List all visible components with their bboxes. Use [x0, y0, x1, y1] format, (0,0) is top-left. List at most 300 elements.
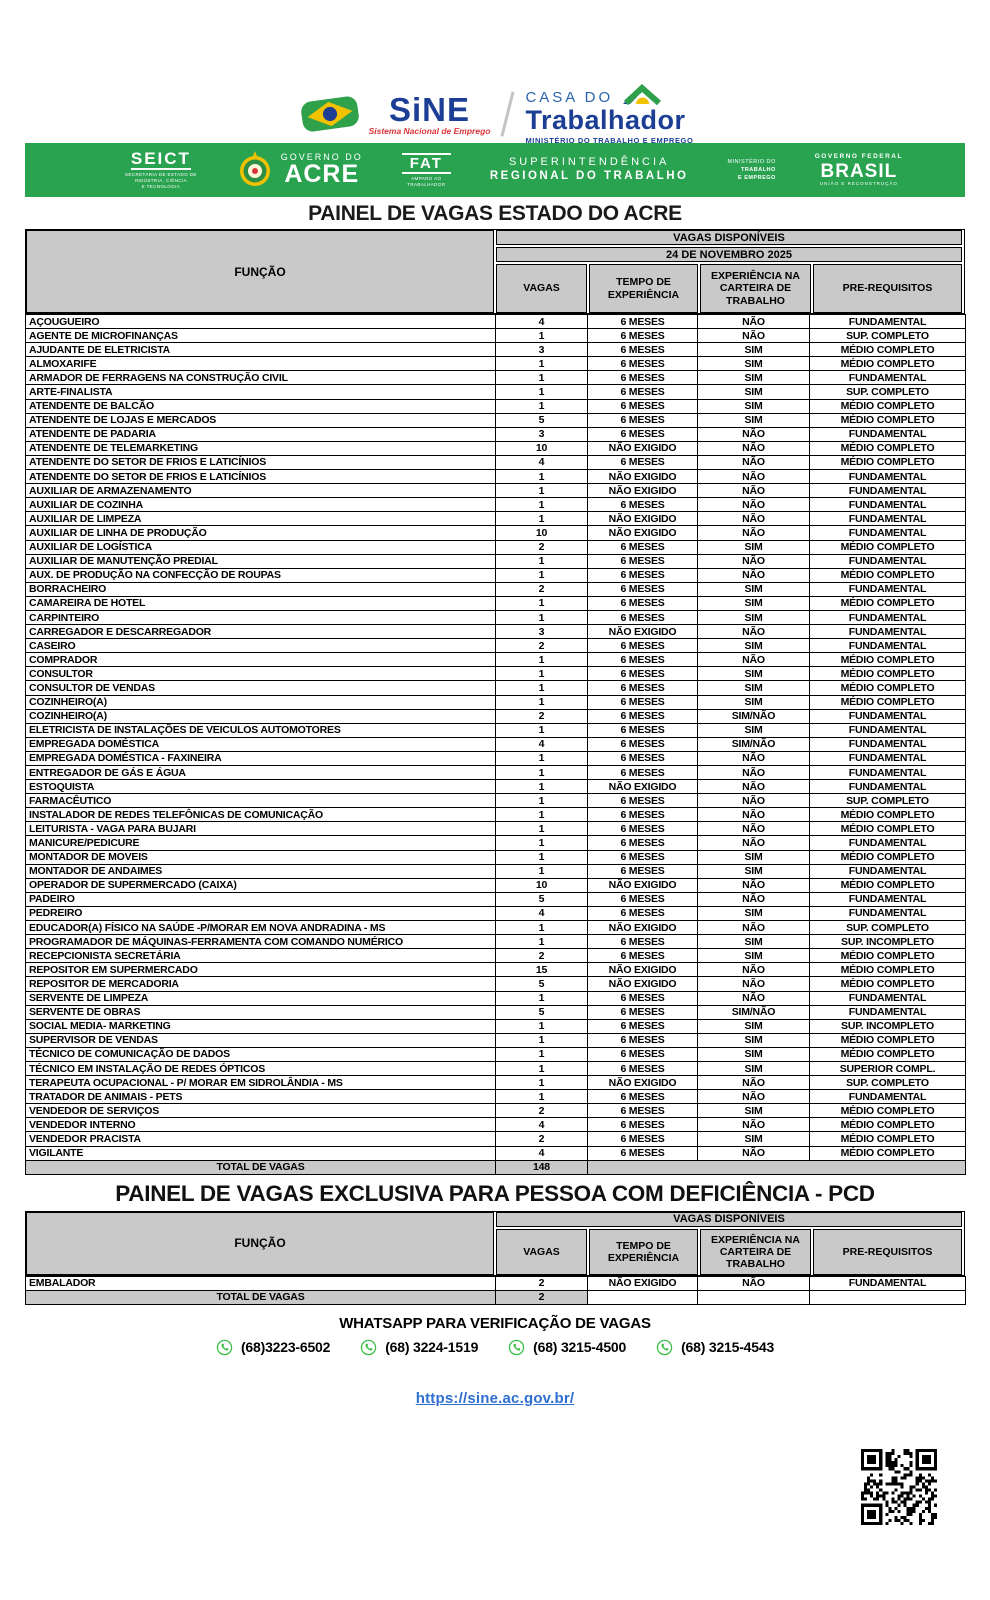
cell-vagas: 4: [496, 1118, 588, 1132]
cell-vagas: 10: [496, 526, 588, 540]
brasil-governo-federal-logo: [815, 154, 903, 186]
cell-vagas: 10: [496, 878, 588, 892]
cell-carteira: NÃO: [698, 512, 810, 526]
job-row: [26, 399, 966, 413]
cell-requisitos: MÉDIO COMPLETO: [810, 949, 966, 963]
cell-vagas: 1: [496, 568, 588, 582]
cell-funcao: AJUDANTE DE ELETRICISTA: [26, 343, 496, 357]
job-row: [26, 554, 966, 568]
cell-tempo: 6 MESES: [588, 498, 698, 512]
cell-requisitos: MÉDIO COMPLETO: [810, 878, 966, 892]
header-vagas-disponiveis: VAGAS DISPONÍVEIS: [496, 230, 962, 245]
job-row: [26, 822, 966, 836]
cell-funcao: EMPREGADA DOMÉSTICA: [26, 737, 496, 751]
cell-requisitos: FUNDAMENTAL: [810, 610, 966, 624]
cell-funcao: VENDEDOR PRACISTA: [26, 1132, 496, 1146]
cell-funcao: ESTOQUISTA: [26, 780, 496, 794]
pcd-total-empty: [698, 1290, 810, 1304]
cell-carteira: NÃO: [698, 329, 810, 343]
job-row: [26, 766, 966, 780]
header-carteira: EXPERIÊNCIA NA CARTEIRA DE TRABALHO: [700, 264, 811, 313]
cell-funcao: ATENDENTE DO SETOR DE FRIOS E LATICÍNIOS: [26, 470, 496, 484]
cell-carteira: NÃO: [698, 878, 810, 892]
cell-vagas: 1: [496, 1076, 588, 1090]
total-value: 148: [496, 1160, 588, 1174]
job-row: [26, 963, 966, 977]
cell-vagas: 5: [496, 892, 588, 906]
cell-carteira: NÃO: [698, 766, 810, 780]
total-filler: [588, 1160, 966, 1174]
job-row: [26, 667, 966, 681]
cell-carteira: SIM/NÃO: [698, 709, 810, 723]
cell-tempo: 6 MESES: [588, 808, 698, 822]
cell-requisitos: FUNDAMENTAL: [810, 737, 966, 751]
cell-vagas: 1: [496, 780, 588, 794]
job-row: [26, 357, 966, 371]
cell-funcao: VENDEDOR INTERNO: [26, 1118, 496, 1132]
cell-tempo: 6 MESES: [588, 695, 698, 709]
cell-carteira: SIM: [698, 413, 810, 427]
job-row: [26, 315, 966, 329]
phone-number: (68) 3215-4500: [533, 1339, 627, 1356]
cell-carteira: SIM: [698, 667, 810, 681]
cell-carteira: NÃO: [698, 780, 810, 794]
cell-funcao: AUXILIAR DE ARMAZENAMENTO: [26, 484, 496, 498]
job-row: [26, 780, 966, 794]
cell-funcao: CARREGADOR E DESCARREGADOR: [26, 625, 496, 639]
governo-line2: ACRE: [284, 160, 360, 188]
pcd-total-value: 2: [496, 1290, 588, 1304]
cell-tempo: 6 MESES: [588, 667, 698, 681]
cell-funcao: TRATADOR DE ANIMAIS - PETS: [26, 1090, 496, 1104]
cell-carteira: SIM: [698, 935, 810, 949]
cell-carteira: NÃO: [698, 977, 810, 991]
cell-requisitos: SUPERIOR COMPL.: [810, 1061, 966, 1075]
job-row: [26, 906, 966, 920]
cell-carteira: SIM: [698, 582, 810, 596]
pcd-total-empty: [810, 1290, 966, 1304]
cell-tempo: NÃO EXIGIDO: [588, 921, 698, 935]
cell-vagas: 1: [496, 850, 588, 864]
cell-funcao: TERAPEUTA OCUPACIONAL - P/ MORAR EM SIDROLÂNDIA - MS: [26, 1076, 496, 1090]
job-row: [26, 977, 966, 991]
cell-carteira: SIM/NÃO: [698, 737, 810, 751]
cell-tempo: NÃO EXIGIDO: [588, 878, 698, 892]
cell-funcao: AUXILIAR DE LINHA DE PRODUÇÃO: [26, 526, 496, 540]
job-row: [26, 371, 966, 385]
cell-requisitos: FUNDAMENTAL: [810, 723, 966, 737]
cell-requisitos: SUP. COMPLETO: [810, 1076, 966, 1090]
whatsapp-icon: [360, 1339, 377, 1356]
cell-tempo: 6 MESES: [588, 794, 698, 808]
cell-vagas: 4: [496, 1146, 588, 1160]
phone-item: [360, 1339, 478, 1356]
cell-vagas: 1: [496, 766, 588, 780]
cell-requisitos: MÉDIO COMPLETO: [810, 399, 966, 413]
cell-requisitos: MÉDIO COMPLETO: [810, 413, 966, 427]
governo-acre-logo: [236, 150, 363, 190]
job-row: [26, 427, 966, 441]
cell-carteira: SIM: [698, 639, 810, 653]
cell-requisitos: FUNDAMENTAL: [810, 836, 966, 850]
job-row: [26, 1118, 966, 1132]
cell-requisitos: FUNDAMENTAL: [810, 498, 966, 512]
cell-vagas: 5: [496, 413, 588, 427]
job-row: [26, 864, 966, 878]
pcd-vacancy-table: [25, 1276, 966, 1305]
cell-carteira: NÃO: [698, 470, 810, 484]
cell-funcao: REPOSITOR EM SUPERMERCADO: [26, 963, 496, 977]
cell-carteira: SIM: [698, 385, 810, 399]
cell-tempo: 6 MESES: [588, 681, 698, 695]
job-row: [26, 709, 966, 723]
cell-requisitos: FUNDAMENTAL: [810, 315, 966, 329]
cell-funcao: COMPRADOR: [26, 653, 496, 667]
cell-tempo: 6 MESES: [588, 906, 698, 920]
job-row: [26, 639, 966, 653]
cell-requisitos: FUNDAMENTAL: [810, 554, 966, 568]
sine-logo: [297, 90, 491, 138]
cell-requisitos: FUNDAMENTAL: [810, 371, 966, 385]
cell-vagas: 1: [496, 864, 588, 878]
cell-requisitos: MÉDIO COMPLETO: [810, 343, 966, 357]
cell-requisitos: FUNDAMENTAL: [810, 526, 966, 540]
cell-requisitos: MÉDIO COMPLETO: [810, 1118, 966, 1132]
cell-requisitos: FUNDAMENTAL: [810, 892, 966, 906]
cell-carteira: SIM: [698, 1019, 810, 1033]
main-table-body: [26, 315, 966, 1161]
cell-requisitos: MÉDIO COMPLETO: [810, 653, 966, 667]
cell-requisitos: FUNDAMENTAL: [810, 470, 966, 484]
cell-tempo: 6 MESES: [588, 357, 698, 371]
fat-subtitle: AMPARO AO TRABALHADOR: [407, 175, 446, 187]
cell-tempo: 6 MESES: [588, 540, 698, 554]
cell-funcao: REPOSITOR DE MERCADORIA: [26, 977, 496, 991]
cell-carteira: SIM: [698, 681, 810, 695]
cell-carteira: SIM: [698, 723, 810, 737]
cell-vagas: 2: [496, 639, 588, 653]
cell-requisitos: MÉDIO COMPLETO: [810, 695, 966, 709]
cell-carteira: NÃO: [698, 1276, 810, 1290]
cell-tempo: 6 MESES: [588, 554, 698, 568]
phone-item: [656, 1339, 774, 1356]
cell-funcao: INSTALADOR DE REDES TELEFÔNICAS DE COMUNICAÇÃO: [26, 808, 496, 822]
cell-carteira: SIM: [698, 1104, 810, 1118]
cell-vagas: 1: [496, 751, 588, 765]
cell-carteira: SIM: [698, 357, 810, 371]
cell-carteira: NÃO: [698, 1076, 810, 1090]
job-row: [26, 540, 966, 554]
cell-funcao: MONTADOR DE MOVEIS: [26, 850, 496, 864]
cell-requisitos: FUNDAMENTAL: [810, 582, 966, 596]
cell-requisitos: SUP. COMPLETO: [810, 329, 966, 343]
cell-requisitos: MÉDIO COMPLETO: [810, 568, 966, 582]
cell-carteira: NÃO: [698, 315, 810, 329]
cell-funcao: CONSULTOR DE VENDAS: [26, 681, 496, 695]
qr-code: [861, 1448, 937, 1526]
job-row: [26, 441, 966, 455]
main-total-row: [26, 1160, 966, 1174]
cell-requisitos: FUNDAMENTAL: [810, 1276, 966, 1290]
cell-vagas: 1: [496, 1090, 588, 1104]
cell-vagas: 4: [496, 455, 588, 469]
job-row: [26, 1076, 966, 1090]
sine-name: SiNE: [389, 90, 471, 128]
cell-requisitos: MÉDIO COMPLETO: [810, 357, 966, 371]
cell-vagas: 1: [496, 385, 588, 399]
cell-carteira: NÃO: [698, 568, 810, 582]
cell-requisitos: FUNDAMENTAL: [810, 512, 966, 526]
cell-requisitos: MÉDIO COMPLETO: [810, 1047, 966, 1061]
job-row: [26, 1033, 966, 1047]
cell-carteira: NÃO: [698, 963, 810, 977]
superintendencia-line2: REGIONAL DO TRABALHO: [489, 170, 689, 183]
cell-tempo: 6 MESES: [588, 1019, 698, 1033]
cell-carteira: NÃO: [698, 836, 810, 850]
fat-logo: [402, 153, 451, 188]
cell-funcao: TÉCNICO EM INSTALAÇÃO DE REDES ÓPTICOS: [26, 1061, 496, 1075]
cell-tempo: 6 MESES: [588, 329, 698, 343]
cell-requisitos: FUNDAMENTAL: [810, 625, 966, 639]
cell-carteira: NÃO: [698, 427, 810, 441]
cell-requisitos: FUNDAMENTAL: [810, 427, 966, 441]
cell-tempo: 6 MESES: [588, 991, 698, 1005]
header-funcao: FUNÇÃO: [26, 230, 494, 313]
job-row: [26, 921, 966, 935]
job-row: [26, 343, 966, 357]
cell-carteira: NÃO: [698, 1118, 810, 1132]
cell-carteira: NÃO: [698, 921, 810, 935]
cell-funcao: ENTREGADOR DE GÁS E ÁGUA: [26, 766, 496, 780]
cell-tempo: 6 MESES: [588, 766, 698, 780]
cell-funcao: AUXILIAR DE LIMPEZA: [26, 512, 496, 526]
cell-vagas: 1: [496, 808, 588, 822]
cell-tempo: NÃO EXIGIDO: [588, 484, 698, 498]
cell-requisitos: FUNDAMENTAL: [810, 780, 966, 794]
cell-tempo: 6 MESES: [588, 1047, 698, 1061]
pcd-header-vagas-disponiveis: VAGAS DISPONÍVEIS: [496, 1212, 962, 1227]
cell-funcao: CAMAREIRA DE HOTEL: [26, 596, 496, 610]
house-roof-icon: [621, 83, 663, 105]
cell-funcao: CONSULTOR: [26, 667, 496, 681]
job-row: [26, 1276, 966, 1290]
cell-funcao: ATENDENTE DE PADARIA: [26, 427, 496, 441]
brasil-title: BRASIL: [820, 160, 898, 182]
cell-requisitos: MÉDIO COMPLETO: [810, 1033, 966, 1047]
cell-funcao: MANICURE/PEDICURE: [26, 836, 496, 850]
phone-item: [508, 1339, 626, 1356]
main-table-header: [25, 229, 965, 314]
casa-line1: CASA DO: [525, 89, 614, 107]
phone-item: [216, 1339, 330, 1356]
header-tempo: TEMPO DE EXPERIÊNCIA: [589, 264, 698, 313]
job-row: [26, 1146, 966, 1160]
casa-subtitle: MINISTÉRIO DO TRABALHO E EMPREGO: [525, 136, 694, 146]
cell-carteira: NÃO: [698, 751, 810, 765]
cell-requisitos: MÉDIO COMPLETO: [810, 1132, 966, 1146]
cell-carteira: SIM: [698, 864, 810, 878]
cell-requisitos: SUP. COMPLETO: [810, 794, 966, 808]
cell-funcao: ATENDENTE DE TELEMARKETING: [26, 441, 496, 455]
cell-carteira: NÃO: [698, 498, 810, 512]
cell-vagas: 3: [496, 625, 588, 639]
flyer-page: [25, 0, 965, 1408]
job-row: [26, 582, 966, 596]
cell-requisitos: MÉDIO COMPLETO: [810, 850, 966, 864]
job-row: [26, 484, 966, 498]
cell-vagas: 5: [496, 1005, 588, 1019]
cell-tempo: 6 MESES: [588, 455, 698, 469]
job-row: [26, 681, 966, 695]
casa-do-trabalhador-logo: [525, 83, 693, 145]
cell-carteira: SIM: [698, 610, 810, 624]
job-row: [26, 568, 966, 582]
cell-vagas: 2: [496, 540, 588, 554]
cell-vagas: 5: [496, 977, 588, 991]
cell-tempo: 6 MESES: [588, 1090, 698, 1104]
cell-carteira: NÃO: [698, 554, 810, 568]
cell-requisitos: MÉDIO COMPLETO: [810, 1146, 966, 1160]
cell-tempo: 6 MESES: [588, 850, 698, 864]
cell-vagas: 1: [496, 1047, 588, 1061]
cell-vagas: 1: [496, 695, 588, 709]
job-row: [26, 1090, 966, 1104]
cell-tempo: NÃO EXIGIDO: [588, 441, 698, 455]
cell-funcao: EMPREGADA DOMÉSTICA - FAXINEIRA: [26, 751, 496, 765]
cell-funcao: MONTADOR DE ANDAIMES: [26, 864, 496, 878]
cell-vagas: 2: [496, 949, 588, 963]
page-title: PAINEL DE VAGAS ESTADO DO ACRE: [308, 202, 682, 225]
cell-funcao: RECEPCIONISTA SECRETÁRIA: [26, 949, 496, 963]
cell-tempo: 6 MESES: [588, 413, 698, 427]
pcd-table-body: [26, 1276, 966, 1290]
cell-tempo: 6 MESES: [588, 568, 698, 582]
job-row: [26, 610, 966, 624]
pcd-title: PAINEL DE VAGAS EXCLUSIVA PARA PESSOA COM DEFICIÊNCIA - PCD: [115, 1180, 875, 1206]
cell-funcao: ATENDENTE DO SETOR DE FRIOS E LATICÍNIOS: [26, 455, 496, 469]
cell-requisitos: MÉDIO COMPLETO: [810, 667, 966, 681]
cell-funcao: BORRACHEIRO: [26, 582, 496, 596]
cell-funcao: OPERADOR DE SUPERMERCADO (CAIXA): [26, 878, 496, 892]
cell-carteira: NÃO: [698, 892, 810, 906]
cell-funcao: AUX. DE PRODUÇÃO NA CONFECÇÃO DE ROUPAS: [26, 568, 496, 582]
cell-tempo: 6 MESES: [588, 822, 698, 836]
cell-tempo: NÃO EXIGIDO: [588, 780, 698, 794]
sine-flag-icon: [297, 90, 363, 138]
cell-funcao: SOCIAL MEDIA- MARKETING: [26, 1019, 496, 1033]
cell-tempo: 6 MESES: [588, 343, 698, 357]
cell-funcao: EDUCADOR(A) FÍSICO NA SAÚDE -P/MORAR EM NOVA ANDRADINA - MS: [26, 921, 496, 935]
cell-carteira: SIM: [698, 596, 810, 610]
cell-tempo: 6 MESES: [588, 315, 698, 329]
job-row: [26, 723, 966, 737]
cell-vagas: 1: [496, 991, 588, 1005]
cell-tempo: 6 MESES: [588, 1104, 698, 1118]
job-row: [26, 935, 966, 949]
cell-vagas: 2: [496, 1104, 588, 1118]
cell-funcao: LEITURISTA - VAGA PARA BUJARI: [26, 822, 496, 836]
phone-number: (68) 3215-4543: [681, 1339, 775, 1356]
cell-tempo: 6 MESES: [588, 1061, 698, 1075]
cell-carteira: NÃO: [698, 455, 810, 469]
cell-requisitos: FUNDAMENTAL: [810, 906, 966, 920]
main-vacancy-table: [25, 314, 966, 1175]
job-row: [26, 1005, 966, 1019]
cell-vagas: 1: [496, 1061, 588, 1075]
logo-divider: [501, 91, 515, 136]
phone-list: [25, 1339, 965, 1356]
cell-tempo: 6 MESES: [588, 610, 698, 624]
cell-funcao: CARPINTEIRO: [26, 610, 496, 624]
cell-carteira: NÃO: [698, 653, 810, 667]
cell-tempo: NÃO EXIGIDO: [588, 1076, 698, 1090]
cell-tempo: 6 MESES: [588, 864, 698, 878]
cell-vagas: 1: [496, 554, 588, 568]
cell-vagas: 1: [496, 610, 588, 624]
job-row: [26, 1061, 966, 1075]
cell-vagas: 1: [496, 921, 588, 935]
cell-vagas: 1: [496, 935, 588, 949]
cell-vagas: 1: [496, 822, 588, 836]
cell-carteira: SIM: [698, 371, 810, 385]
cell-vagas: 1: [496, 794, 588, 808]
cell-tempo: 6 MESES: [588, 751, 698, 765]
cell-funcao: CASEIRO: [26, 639, 496, 653]
cell-funcao: VIGILANTE: [26, 1146, 496, 1160]
site-link[interactable]: https://sine.ac.gov.br/: [415, 1389, 575, 1407]
whatsapp-icon: [656, 1339, 673, 1356]
whatsapp-title: WHATSAPP PARA VERIFICAÇÃO DE VAGAS: [339, 1314, 651, 1332]
brasil-top: GOVERNO FEDERAL: [814, 153, 903, 160]
cell-vagas: 1: [496, 1033, 588, 1047]
job-row: [26, 751, 966, 765]
job-row: [26, 836, 966, 850]
job-row: [26, 1019, 966, 1033]
fat-title: FAT: [402, 153, 451, 174]
cell-requisitos: FUNDAMENTAL: [810, 751, 966, 765]
pcd-header-requisitos: PRE-REQUISITOS: [813, 1229, 962, 1275]
cell-vagas: 1: [496, 484, 588, 498]
job-row: [26, 1104, 966, 1118]
cell-carteira: SIM: [698, 343, 810, 357]
cell-carteira: SIM: [698, 399, 810, 413]
cell-funcao: TÉCNICO DE COMUNICAÇÃO DE DADOS: [26, 1047, 496, 1061]
cell-requisitos: SUP. INCOMPLETO: [810, 1019, 966, 1033]
cell-carteira: SIM: [698, 540, 810, 554]
job-row: [26, 850, 966, 864]
job-row: [26, 737, 966, 751]
cell-carteira: NÃO: [698, 991, 810, 1005]
job-row: [26, 1132, 966, 1146]
top-logo-row: [25, 85, 965, 146]
cell-tempo: NÃO EXIGIDO: [588, 470, 698, 484]
cell-requisitos: FUNDAMENTAL: [810, 1005, 966, 1019]
cell-funcao: ELETRICISTA DE INSTALAÇÕES DE VEICULOS AUTOMOTORES: [26, 723, 496, 737]
cell-vagas: 2: [496, 709, 588, 723]
cell-carteira: NÃO: [698, 794, 810, 808]
header-requisitos: PRE-REQUISITOS: [813, 264, 962, 313]
cell-funcao: PEDREIRO: [26, 906, 496, 920]
brasil-bottom: UNIÃO E RECONSTRUÇÃO: [819, 180, 898, 186]
cell-vagas: 3: [496, 343, 588, 357]
job-row: [26, 512, 966, 526]
cell-requisitos: MÉDIO COMPLETO: [810, 808, 966, 822]
cell-funcao: SERVENTE DE OBRAS: [26, 1005, 496, 1019]
header-date: 24 DE NOVEMBRO 2025: [496, 247, 962, 262]
cell-carteira: NÃO: [698, 1090, 810, 1104]
cell-tempo: NÃO EXIGIDO: [588, 526, 698, 540]
cell-funcao: PADEIRO: [26, 892, 496, 906]
